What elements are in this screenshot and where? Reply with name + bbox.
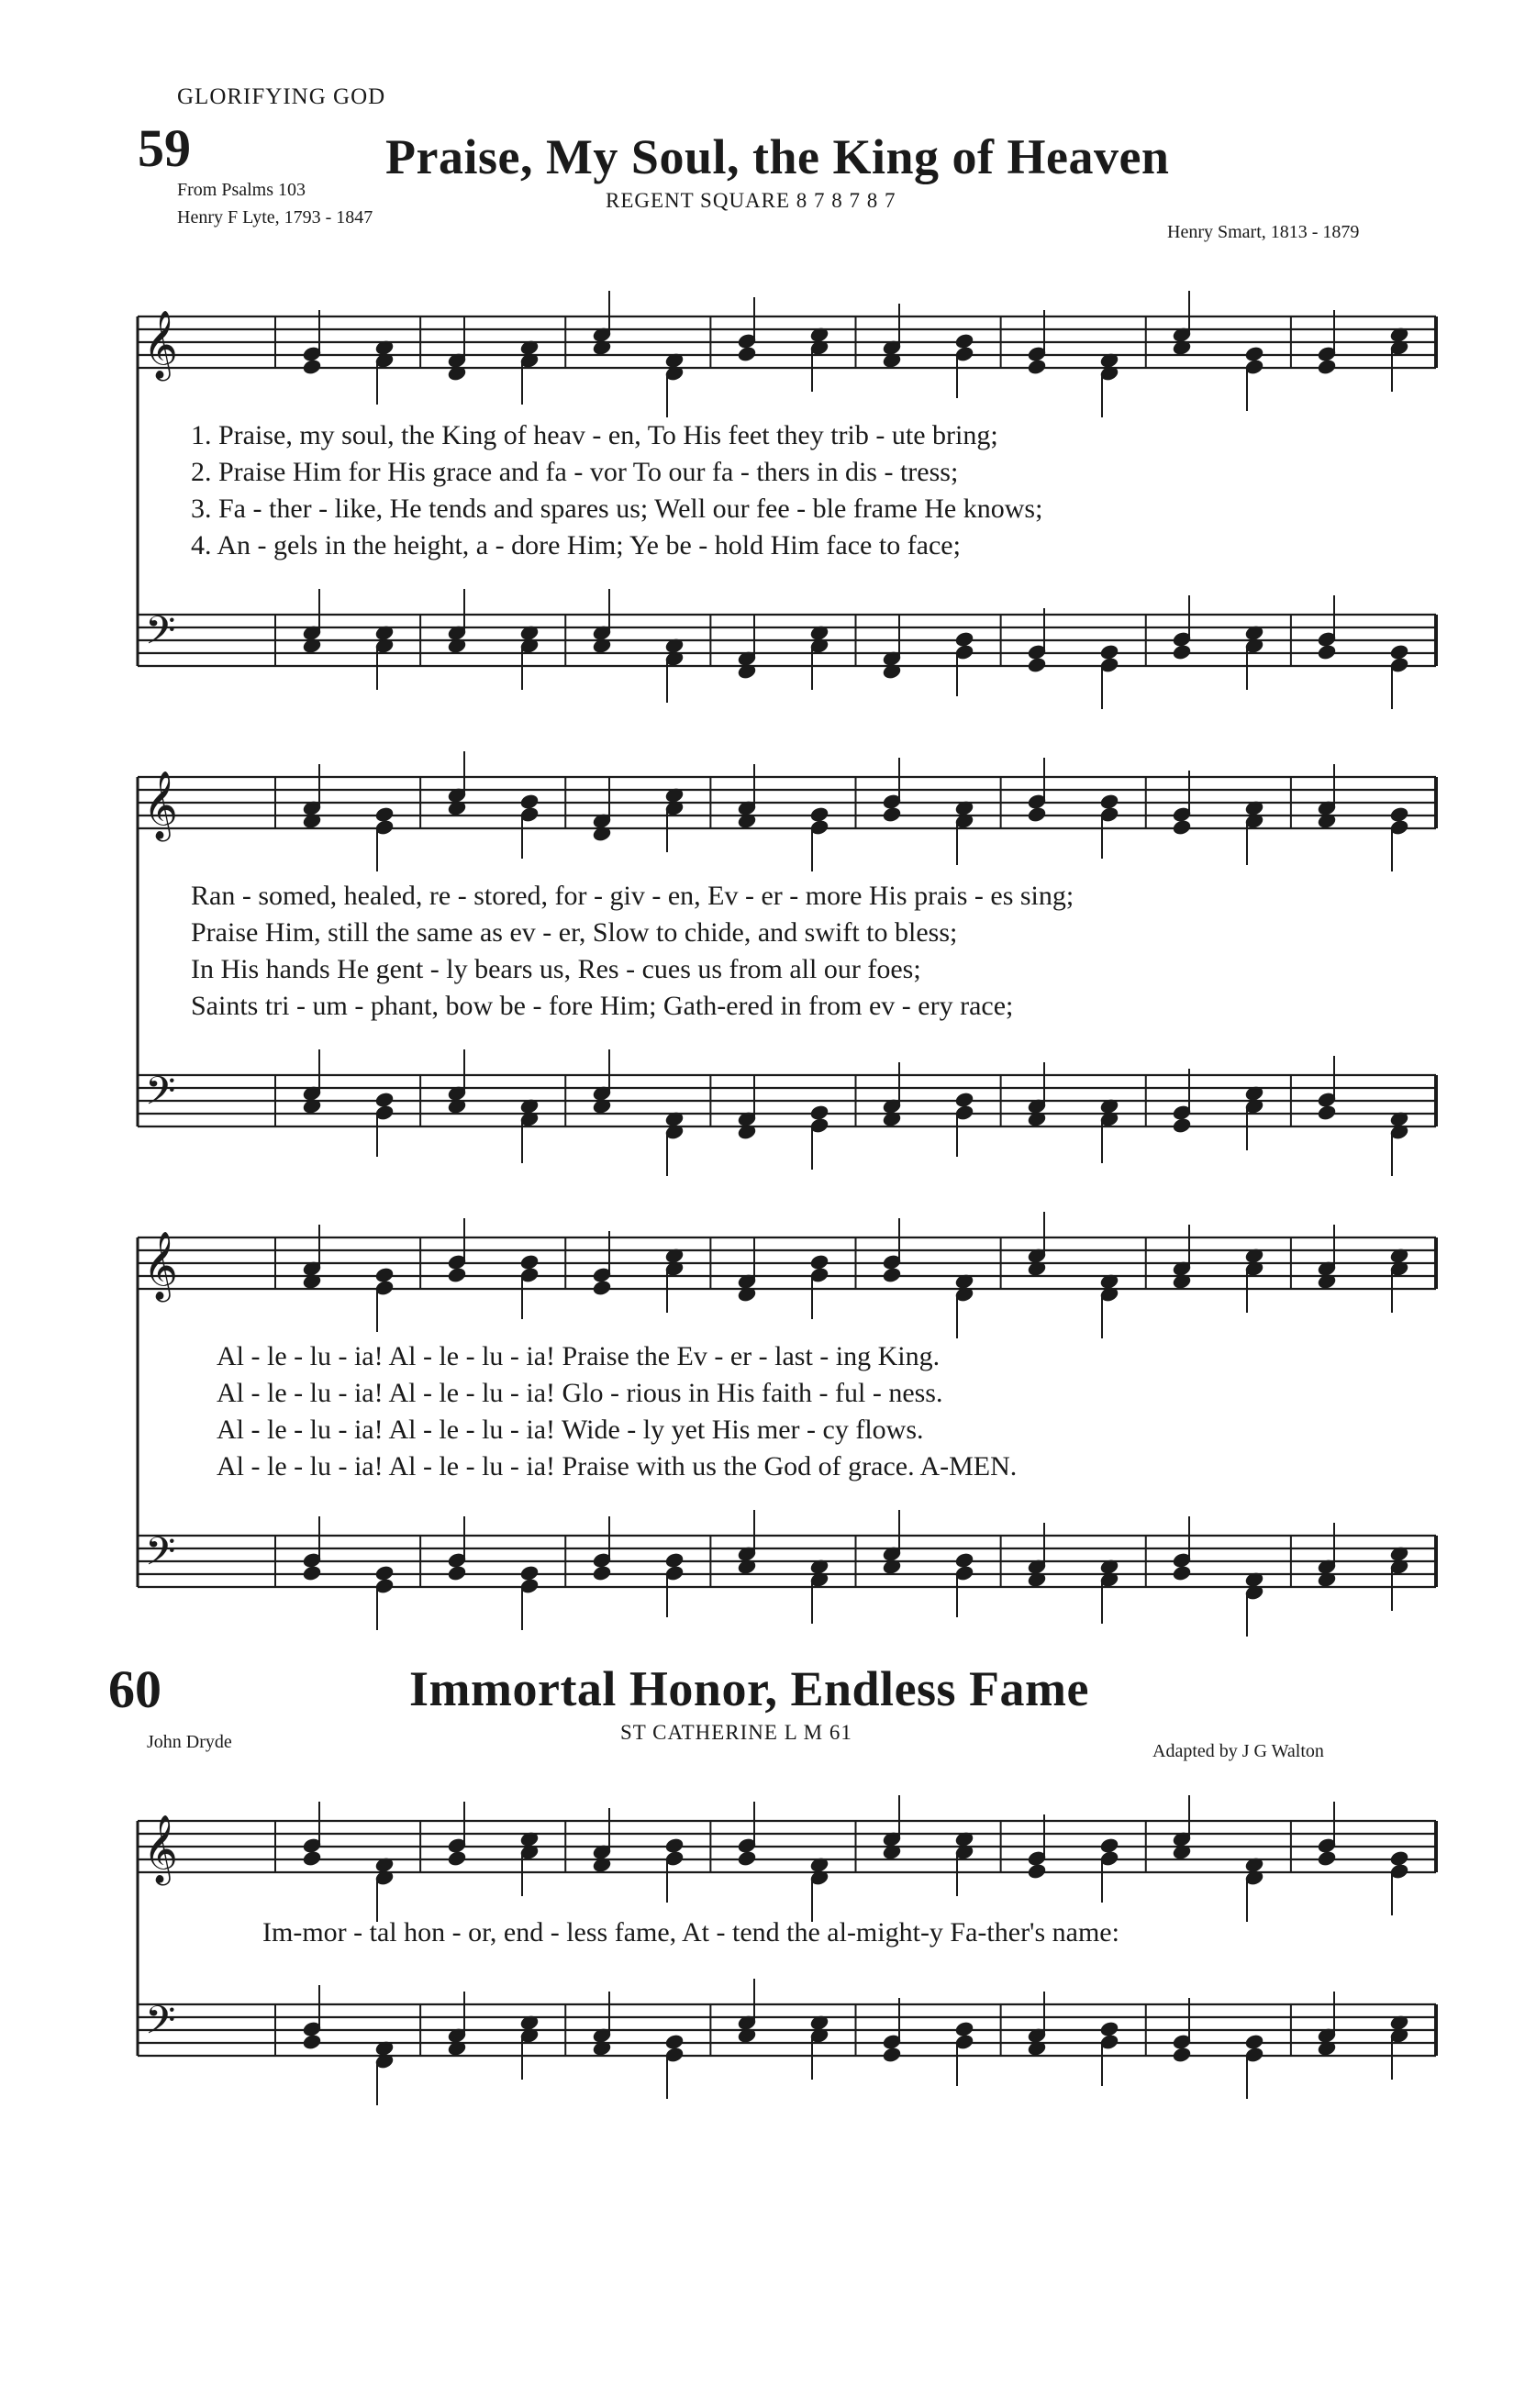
- note-head: [302, 1565, 321, 1581]
- note-head: [1389, 806, 1408, 823]
- note-head: [374, 1092, 394, 1108]
- note-head: [664, 1552, 684, 1569]
- note-head: [1172, 1117, 1191, 1134]
- note-head: [1099, 1837, 1119, 1854]
- clef-icon: 𝄢: [145, 1998, 176, 2053]
- note-head: [664, 2034, 684, 2050]
- note-head: [664, 1837, 684, 1854]
- note-head: [809, 1254, 829, 1271]
- note-head: [737, 1850, 756, 1867]
- clef-icon: 𝄞: [143, 771, 178, 839]
- verse-line: Al - le - lu - ia! Al - le - lu - ia! Glo - rious in His faith - ful - ness.: [217, 1378, 943, 1408]
- note-head: [1099, 793, 1119, 810]
- verse-line: 1. Praise, my soul, the King of heav - en, To His feet they trib - ute bring;: [191, 420, 998, 450]
- clef-icon: 𝄢: [145, 1529, 176, 1584]
- clefs: [143, 311, 178, 2053]
- note-head: [1172, 819, 1191, 836]
- staff-lines: [138, 316, 1436, 2056]
- verse-line: Al - le - lu - ia! Al - le - lu - ia! Wide - ly yet His mer - cy flows.: [217, 1415, 924, 1445]
- hymn-number-2: 60: [108, 1659, 161, 1719]
- verse-line: Ran - somed, healed, re - stored, for - giv - en, Ev - er - more His prais - es sing;: [191, 881, 1074, 911]
- note-head: [882, 1267, 901, 1283]
- note-head: [1099, 2021, 1119, 2037]
- note-head: [809, 1104, 829, 1121]
- clef-icon: 𝄢: [145, 608, 176, 663]
- note-head: [447, 1267, 466, 1283]
- note-head: [1389, 1850, 1408, 1867]
- note-head: [519, 793, 539, 810]
- hymn-source: From Psalms 103: [177, 180, 306, 200]
- note-head: [302, 2034, 321, 2050]
- note-head: [302, 1850, 321, 1867]
- note-head: [1317, 644, 1336, 660]
- note-head: [1172, 644, 1191, 660]
- note-head: [592, 1565, 611, 1581]
- note-head: [1244, 2034, 1264, 2050]
- verse-line: 3. Fa - ther - like, He tends and spares us; Well our fee - ble frame He knows;: [191, 494, 1043, 524]
- hymn-composer-2: Adapted by J G Walton: [1152, 1741, 1324, 1761]
- note-head: [592, 1280, 611, 1296]
- verse-line: 2. Praise Him for His grace and fa - vor To our fa - thers in dis - tress;: [191, 457, 959, 487]
- note-head: [1317, 1104, 1336, 1121]
- note-head: [1244, 346, 1264, 362]
- note-head: [519, 1565, 539, 1581]
- clef-icon: 𝄞: [143, 1232, 178, 1300]
- note-head: [809, 806, 829, 823]
- hymn-title-2: Immortal Honor, Endless Fame: [409, 1661, 1089, 1716]
- note-head: [737, 346, 756, 362]
- note-head: [882, 2047, 901, 2063]
- note-head: [1317, 359, 1336, 375]
- note-head: [1099, 644, 1119, 660]
- clef-icon: 𝄞: [143, 1815, 178, 1883]
- hymn-tune-2: ST CATHERINE L M 61: [620, 1721, 852, 1744]
- note-head: [954, 1552, 974, 1569]
- note-head: [1317, 1850, 1336, 1867]
- verse-line: In His hands He gent - ly bears us, Res - cues us from all our foes;: [191, 954, 921, 984]
- note-head: [1027, 806, 1046, 823]
- note-head: [882, 806, 901, 823]
- hymn-tune: REGENT SQUARE 8 7 8 7 8 7: [606, 189, 896, 212]
- hymn-composer: Henry Smart, 1813 - 1879: [1167, 222, 1360, 242]
- hymn-title: Praise, My Soul, the King of Heaven: [385, 129, 1170, 184]
- note-head: [447, 1850, 466, 1867]
- note-head: [954, 1092, 974, 1108]
- verse-line: 4. An - gels in the height, a - dore Him; Ye be - hold Him face to face;: [191, 530, 961, 560]
- hymn-author-2: John Dryde: [147, 1732, 232, 1752]
- note-head: [374, 1565, 394, 1581]
- verse-line: Al - le - lu - ia! Al - le - lu - ia! Praise the Ev - er - last - ing King.: [217, 1341, 941, 1371]
- verse-line: Al - le - lu - ia! Al - le - lu - ia! Praise with us the God of grace. A-MEN.: [217, 1451, 1018, 1481]
- note-head: [1027, 1863, 1046, 1880]
- note-head: [447, 1565, 466, 1581]
- note-head: [1389, 644, 1408, 660]
- hymn-author: Henry F Lyte, 1793 - 1847: [177, 207, 373, 227]
- note-head: [1172, 2047, 1191, 2063]
- note-head: [374, 806, 394, 823]
- note-head: [1172, 1565, 1191, 1581]
- note-head: [954, 631, 974, 648]
- note-head: [1027, 359, 1046, 375]
- hymn-number: 59: [138, 118, 191, 178]
- note-head: [1027, 657, 1046, 673]
- section-label: GLORIFYING GOD: [177, 84, 386, 109]
- verse-line: Im-mor - tal hon - or, end - less fame, At - tend the al-might-y Fa-ther's name:: [262, 1917, 1119, 1947]
- verse-line: Praise Him, still the same as ev - er, Slow to chide, and swift to bless;: [191, 917, 958, 948]
- clef-icon: 𝄢: [145, 1069, 176, 1124]
- verse-line: Saints tri - um - phant, bow be - fore Him; Gath-ered in from ev - ery race;: [191, 991, 1014, 1021]
- note-head: [374, 1267, 394, 1283]
- note-head: [954, 333, 974, 350]
- note-head: [954, 2021, 974, 2037]
- clef-icon: 𝄞: [143, 311, 178, 379]
- note-head: [302, 359, 321, 375]
- note-head: [519, 1254, 539, 1271]
